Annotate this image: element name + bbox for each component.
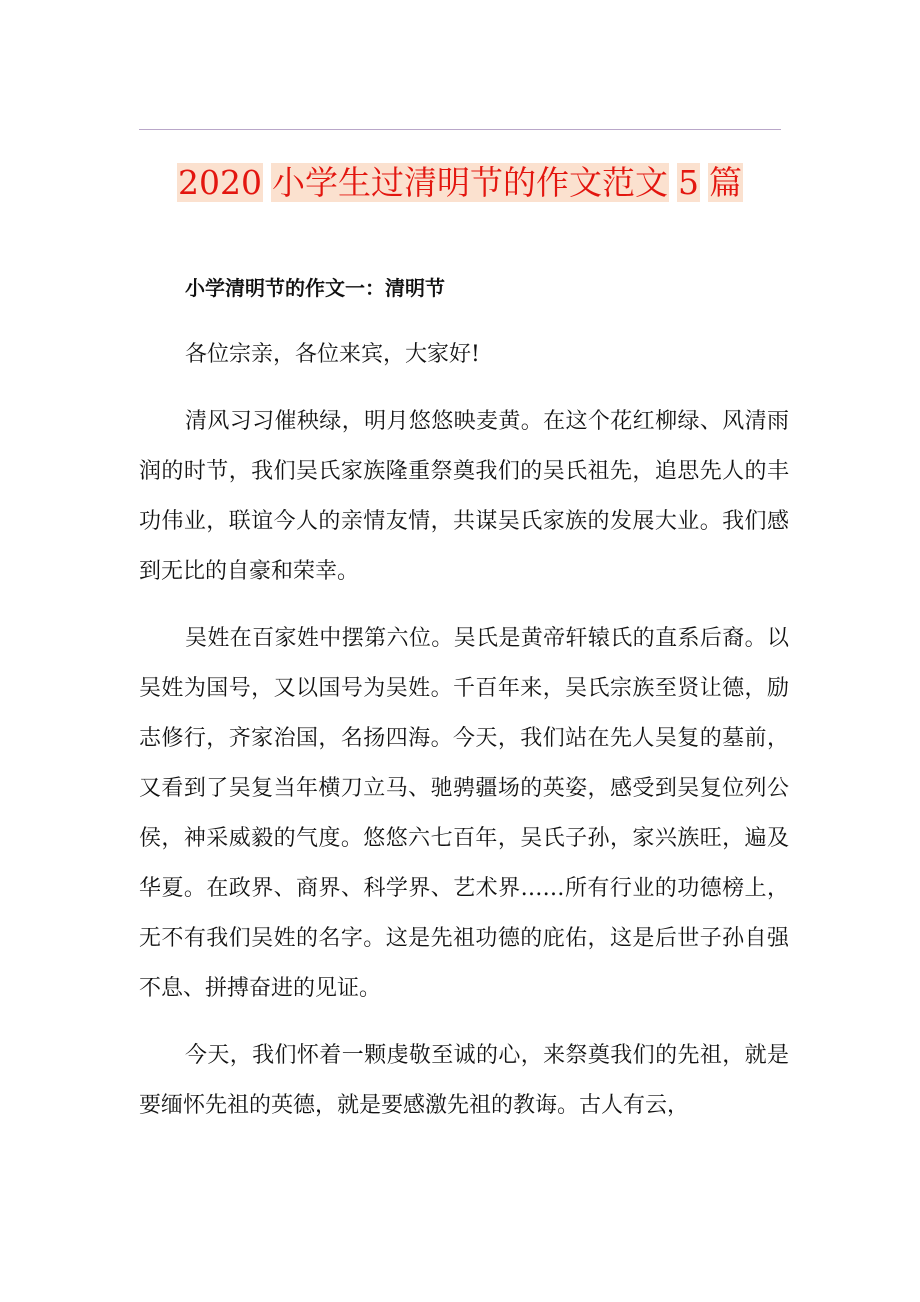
paragraph-greeting: 各位宗亲，各位来宾，大家好! [185, 342, 480, 367]
title-suffix: 篇 [708, 163, 742, 202]
paragraph-1: 清风习习催秧绿，明月悠悠映麦黄。在这个花红柳绿、风清雨润的时节，我们吴氏家族隆重祭奠我们的吴氏祖先，追思先人的丰功伟业，联谊今人的亲情友情，共谋吴氏家族的发展大业。我们感到无比的自豪和荣幸。 [139, 409, 789, 584]
document-body [139, 263, 789, 1148]
title-main: 小学生过清明节的作文范文 [271, 163, 668, 202]
title-year: 2020 [178, 163, 262, 202]
section-heading: 小学清明节的作文一：清明节 [185, 276, 445, 300]
document-title [0, 158, 920, 208]
header-rule [139, 129, 781, 130]
paragraph-2: 吴姓在百家姓中摆第六位。吴氏是黄帝轩辕氏的直系后裔。以吴姓为国号，又以国号为吴姓。千百年来，吴氏宗族至贤让德，励志修行，齐家治国，名扬四海。今天，我们站在先人吴复的墓前，又看到了吴复当年横刀立马、驰骋疆场的英姿，感受到吴复位列公侯，神采威毅的气度。悠悠六七百年，吴氏子孙，家兴族旺，遍及华夏。在政界、商界、科学界、艺术界……所有行业的功德榜上，无不有我们吴姓的名字。这是先祖功德的庇佑，这是后世子孙自强不息、拼搏奋进的见证。 [139, 626, 789, 1001]
title-count: 5 [677, 163, 699, 202]
paragraph-3: 今天，我们怀着一颗虔敬至诚的心，来祭奠我们的先祖，就是要缅怀先祖的英德，就是要感激先祖的教诲。古人有云， [139, 1043, 789, 1118]
